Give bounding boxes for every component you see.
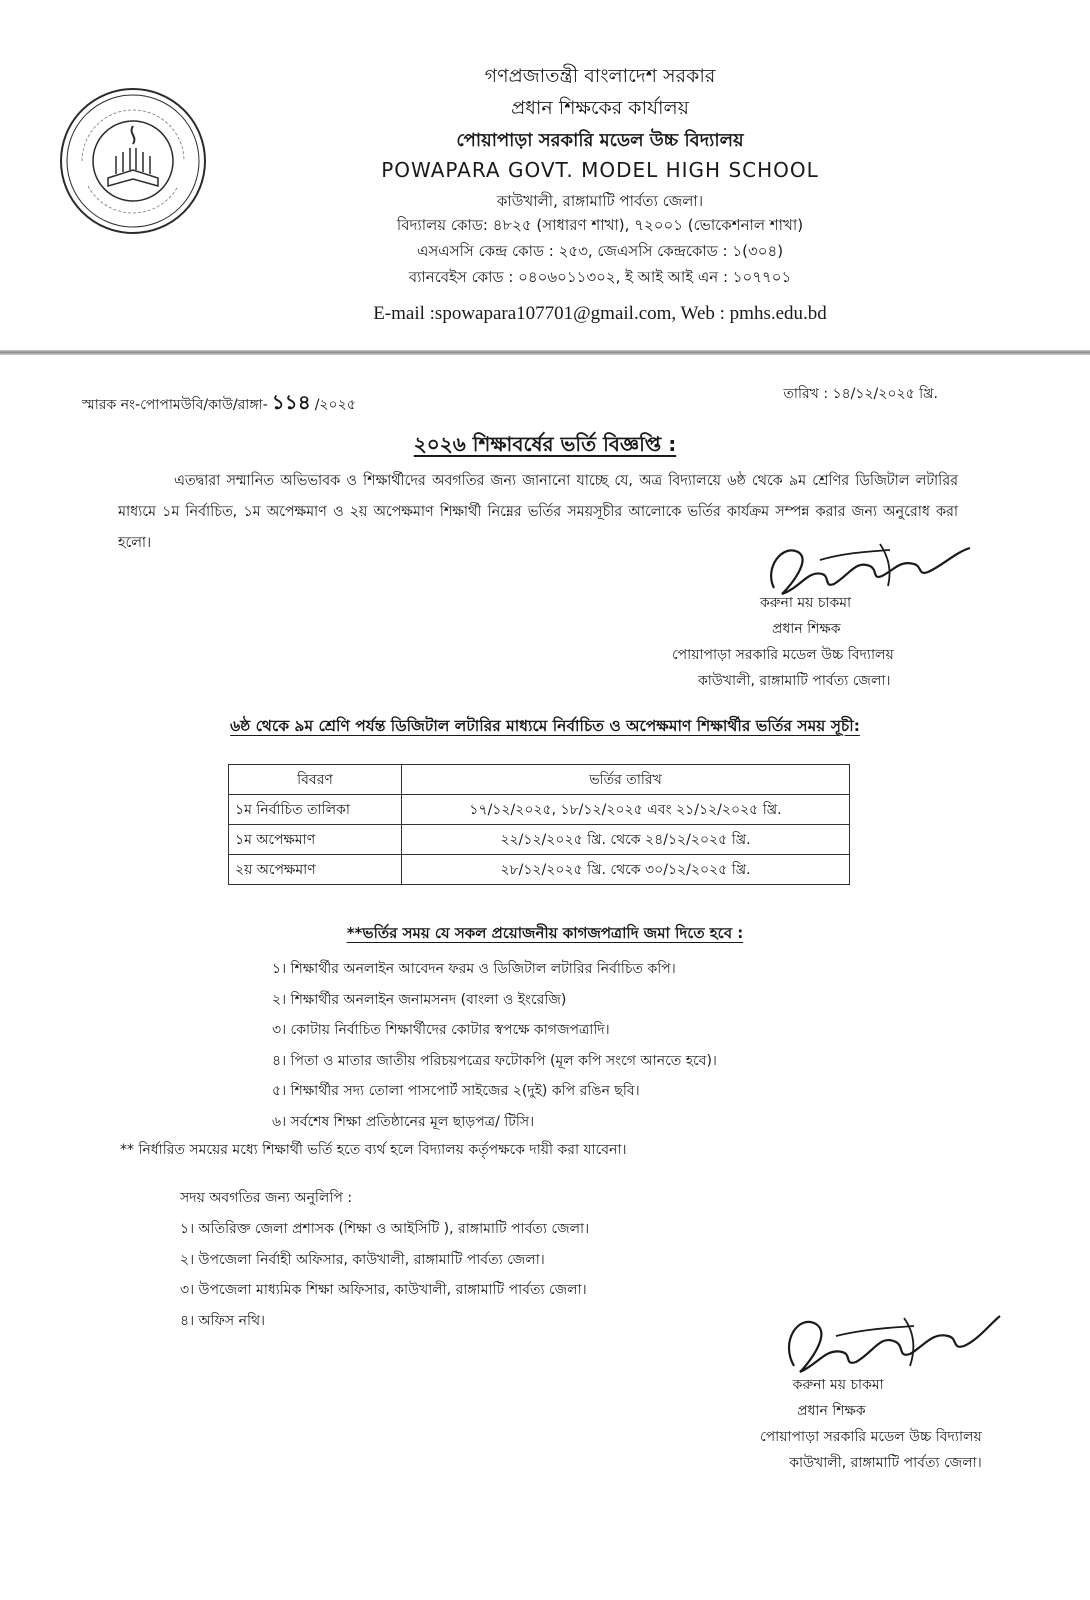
cc-title: সদয় অবগতির জন্য অনুলিপি : bbox=[180, 1190, 353, 1206]
column-header: ভর্তির তারিখ bbox=[402, 765, 850, 795]
admission-schedule-table bbox=[228, 764, 850, 885]
row-description: ২য় অপেক্ষমাণ bbox=[229, 855, 402, 885]
signatory-school: পোয়াপাড়া সরকারি মডেল উচ্চ বিদ্যালয় bbox=[672, 647, 894, 663]
signatory-address: কাউখালী, রাঙ্গামাটি পার্বত্য জেলা। bbox=[698, 673, 891, 689]
list-item: ২। উপজেলা নির্বাহী অফিসার, কাউখালী, রাঙ্গামাটি পার্বত্য জেলা। bbox=[180, 1251, 545, 1268]
signatory-name: করুনা ময় চাকমা bbox=[760, 595, 852, 611]
list-item: ৬। সর্বশেষ শিক্ষা প্রতিষ্ঠানের মূল ছাড়পত্র/ টিসি। bbox=[272, 1113, 535, 1130]
memo-number bbox=[82, 388, 356, 421]
deadline-warning: ** নির্ধারিত সময়ের মধ্যে শিক্ষার্থী ভর্তি হতে ব্যর্থ হলে বিদ্যালয় কর্তৃপক্ষকে দায়ী করা যাবেনা। bbox=[120, 1142, 627, 1158]
signatory-designation: প্রধান শিক্ষক bbox=[797, 1403, 866, 1419]
table-row bbox=[229, 825, 850, 855]
signature-block-bottom bbox=[760, 1372, 982, 1476]
table-row bbox=[229, 855, 850, 885]
signature-block-top bbox=[672, 590, 894, 694]
government-name: গণপ্রজাতন্ত্রী বাংলাদেশ সরকার bbox=[484, 65, 716, 87]
email-web: E-mail :spowapara107701@gmail.com, Web : pmhs.edu.bd bbox=[373, 303, 827, 324]
signatory-address: কাউখালী, রাঙ্গামাটি পার্বত্য জেলা। bbox=[789, 1455, 982, 1471]
school-name-en: POWAPARA GOVT. MODEL HIGH SCHOOL bbox=[381, 158, 819, 182]
list-item: ৫। শিক্ষার্থীর সদ্য তোলা পাসপোর্ট সাইজের ২(দুই) কপি রঙিন ছবি। bbox=[272, 1083, 640, 1099]
memo-prefix: স্মারক নং-পোপামউবি/কাউ/রাঙ্গা- bbox=[82, 397, 268, 413]
notice-body: এতদ্বারা সম্মানিত অভিভাবক ও শিক্ষার্থীদের অবগতির জন্য জানানো যাচ্ছে যে, অত্র বিদ্যালয়ে ৬ষ্ঠ থেকে ৯ম শ্রেণির ডিজিটাল লটারির মাধ্যমে ১ম নির্বাচিত, ১ম অপেক্ষমাণ ও ২য় অপেক্ষমাণ শিক্ষার্থী নিম্নের ভর্তির সময়সূচীর আলোকে ভর্তির কার্যক্রম সম্পন্ন করার জন্য অনুরোধ করা হলো। bbox=[118, 473, 958, 551]
row-description: ১ম নির্বাচিত তালিকা bbox=[229, 795, 402, 825]
banbeis-code: ব্যানবেইস কোড : ০৪০৬০১১৩০২, ই আই আই এন : ১০৭৭০১ bbox=[408, 268, 792, 286]
notice-date: তারিখ : ১৪/১২/২০২৫ খ্রি. bbox=[783, 386, 938, 402]
table-row bbox=[229, 795, 850, 825]
memo-handwritten-number: ১১৪ bbox=[271, 390, 311, 414]
memo-year: /২০২৫ bbox=[314, 397, 356, 413]
notice-title: ২০২৬ শিক্ষাবর্ষের ভর্তি বিজ্ঞপ্তি : bbox=[413, 432, 677, 456]
school-seal-icon bbox=[58, 86, 208, 236]
signatory-name: করুনা ময় চাকমা bbox=[792, 1377, 884, 1393]
row-description: ১ম অপেক্ষমাণ bbox=[229, 825, 402, 855]
list-item: ৩। উপজেলা মাধ্যমিক শিক্ষা অফিসার, কাউখালী, রাঙ্গামাটি পার্বত্য জেলা। bbox=[180, 1282, 587, 1298]
row-dates: ১৭/১২/২০২৫, ১৮/১২/২০২৫ এবং ২১/১২/২০২৫ খ্রি. bbox=[402, 795, 850, 825]
school-name-bn: পোয়াপাড়া সরকারি মডেল উচ্চ বিদ্যালয় bbox=[456, 130, 744, 151]
office-name: প্রধান শিক্ষকের কার্যালয় bbox=[511, 97, 689, 119]
signatory-school: পোয়াপাড়া সরকারি মডেল উচ্চ বিদ্যালয় bbox=[760, 1429, 982, 1445]
school-address: কাউখালী, রাঙ্গামাটি পার্বত্য জেলা। bbox=[496, 192, 704, 210]
header-divider bbox=[0, 350, 1090, 355]
cc-list bbox=[180, 1214, 589, 1336]
schedule-title: ৬ষ্ঠ থেকে ৯ম শ্রেণি পর্যন্ত ডিজিটাল লটারির মাধ্যমে নির্বাচিত ও অপেক্ষমাণ শিক্ষার্থীর ভর্তির সময় সূচী: bbox=[230, 717, 860, 735]
documents-list bbox=[272, 954, 717, 1137]
column-header: বিবরণ bbox=[229, 765, 402, 795]
documents-title: **ভর্তির সময় যে সকল প্রয়োজনীয় কাগজপত্রাদি জমা দিতে হবে : bbox=[346, 924, 744, 942]
school-code: বিদ্যালয় কোড: ৪৮২৫ (সাধারণ শাখা), ৭২০০১ (ভোকেশনাল শাখা) bbox=[396, 216, 804, 234]
list-item: ৩। কোটায় নির্বাচিত শিক্ষার্থীদের কোটার স্বপক্ষে কাগজপত্রাদি। bbox=[272, 1022, 610, 1038]
list-item: ১। শিক্ষার্থীর অনলাইন আবেদন ফরম ও ডিজিটাল লটারির নির্বাচিত কপি। bbox=[272, 961, 676, 977]
row-dates: ২২/১২/২০২৫ খ্রি. থেকে ২৪/১২/২০২৫ খ্রি. bbox=[402, 825, 850, 855]
row-dates: ২৮/১২/২০২৫ খ্রি. থেকে ৩০/১২/২০২৫ খ্রি. bbox=[402, 855, 850, 885]
exam-centre-code: এসএসসি কেন্দ্র কোড : ২৫৩, জেএসসি কেন্দ্রকোড : ১(৩০৪) bbox=[416, 242, 784, 260]
signatory-designation: প্রধান শিক্ষক bbox=[772, 621, 841, 637]
list-item: ৪। অফিস নথি। bbox=[180, 1312, 266, 1329]
list-item: ৪। পিতা ও মাতার জাতীয় পরিচয়পত্রের ফটোকপি (মূল কপি সংগে আনতে হবে)। bbox=[272, 1052, 717, 1069]
list-item: ২। শিক্ষার্থীর অনলাইন জনামসনদ (বাংলা ও ইংরেজি) bbox=[272, 991, 567, 1008]
list-item: ১। অতিরিক্ত জেলা প্রশাসক (শিক্ষা ও আইসিটি ), রাঙ্গামাটি পার্বত্য জেলা। bbox=[180, 1221, 590, 1237]
table-header-row bbox=[229, 765, 850, 795]
